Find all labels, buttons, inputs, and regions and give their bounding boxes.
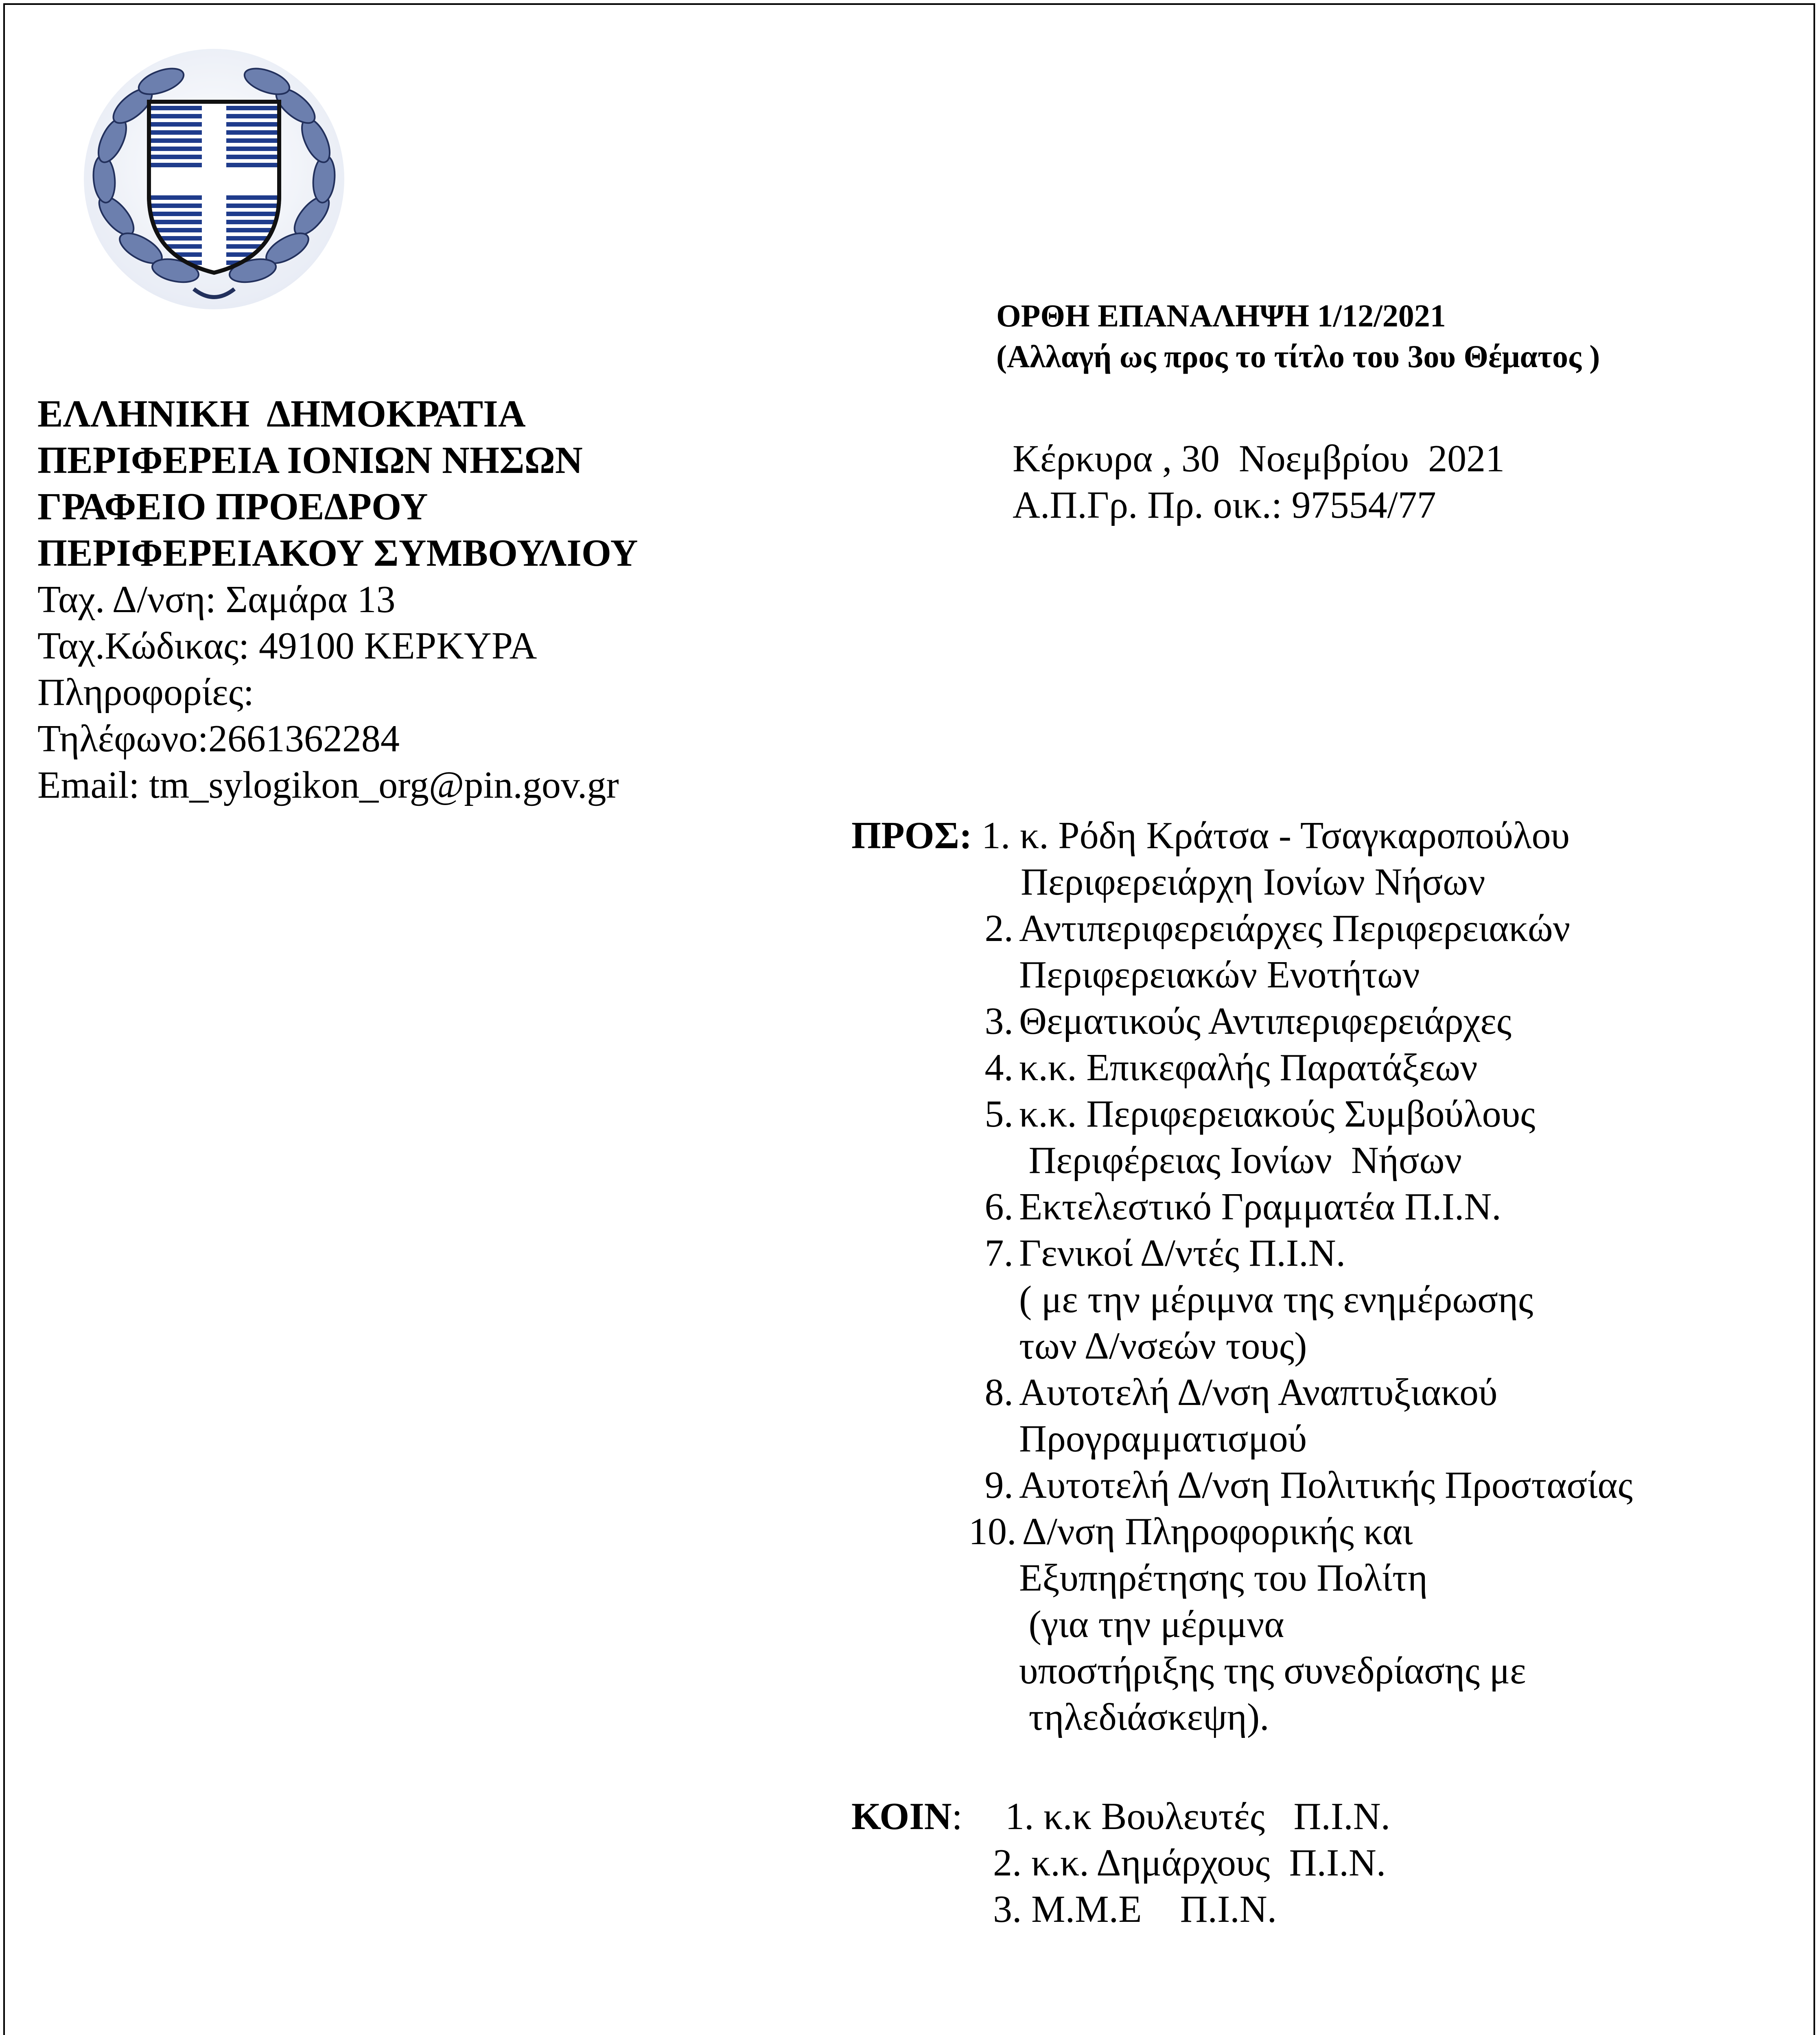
recipient-number <box>969 1323 1019 1369</box>
koin-third <box>993 1886 1277 1932</box>
recipient-number <box>969 1601 1019 1648</box>
recipient-number <box>969 1648 1019 1694</box>
recipient-row <box>969 1137 1633 1184</box>
sender-region: ΠΕΡΙΦΕΡΕΙΑ ΙΟΝΙΩΝ ΝΗΣΩΝ <box>37 439 583 481</box>
recipient-number <box>969 1555 1019 1601</box>
recipient-row <box>969 1648 1633 1694</box>
recipient-text: (για την μέριμνα <box>1019 1603 1284 1646</box>
recipient-number <box>969 1137 1019 1184</box>
sender-email: Email: tm_sylogikon_org@pin.gov.gr <box>37 764 619 806</box>
sender-office: ΓΡΑΦΕΙΟ ΠΡΟΕΔΡΟΥ <box>37 486 428 528</box>
recipient-text: υποστήριξης της συνεδρίασης με <box>1019 1650 1526 1692</box>
koin-first <box>1005 1793 1390 1840</box>
recipient-number: 4. <box>984 1046 1013 1089</box>
recipients-first <box>851 812 1570 905</box>
recipient-text: Αντιπεριφερειάρχες Περιφερειακών <box>1019 907 1571 950</box>
recipient-text: Περιφερειακών Ενοτήτων <box>1019 954 1420 996</box>
koin-text: κ.κ. Δημάρχους Π.Ι.Ν. <box>1031 1842 1386 1884</box>
recipient-row <box>969 905 1633 952</box>
koin-number: 3. <box>993 1888 1022 1930</box>
recipient-text: Αυτοτελή Δ/νση Πολιτικής Προστασίας <box>1019 1464 1633 1506</box>
recipient-number <box>969 1694 1019 1740</box>
sender-council: ΠΕΡΙΦΕΡΕΙΑΚΟΥ ΣΥΜΒΟΥΛΙΟΥ <box>37 532 638 574</box>
greek-coat-of-arms-icon <box>72 41 357 326</box>
recipient-row <box>969 1694 1633 1740</box>
recipient-text: Γενικοί Δ/ντές Π.Ι.Ν. <box>1019 1232 1346 1274</box>
recipient-text: των Δ/νσεών τους) <box>1019 1325 1307 1367</box>
recipient-text: τηλεδιάσκεψη). <box>1019 1696 1269 1738</box>
correction-note <box>996 295 1600 377</box>
recipient-text-cont: Περιφερειάρχη Ιονίων Νήσων <box>1021 861 1485 903</box>
correction-line-1: ΟΡΘΗ ΕΠΑΝΑΛΗΨΗ 1/12/2021 <box>996 298 1446 333</box>
koin-second <box>993 1840 1386 1886</box>
recipient-row <box>969 952 1633 998</box>
koin-number: 2. <box>993 1842 1022 1884</box>
sender-postal: Ταχ.Κώδικας: 49100 ΚΕΡΚΥΡΑ <box>37 625 537 667</box>
koin-colon: : <box>952 1795 962 1838</box>
date-block <box>1013 435 1505 528</box>
recipient-row <box>969 1184 1633 1230</box>
recipient-text: κ. Ρόδη Κράτσα - Τσαγκαροπούλου <box>1019 814 1570 857</box>
correction-line-2: (Αλλαγή ως προς το τίτλο του 3ου Θέματος ) <box>996 339 1600 374</box>
recipient-number: 9. <box>984 1464 1013 1506</box>
recipient-row <box>969 1276 1633 1323</box>
recipient-number <box>969 952 1019 998</box>
recipient-row <box>969 1369 1633 1416</box>
sender-block <box>37 391 638 808</box>
recipient-text: κ.κ. Επικεφαλής Παρατάξεων <box>1019 1046 1478 1089</box>
recipient-row <box>969 1044 1633 1091</box>
sender-info: Πληροφορίες: <box>37 671 254 713</box>
recipient-number: 2. <box>984 907 1013 950</box>
recipient-number: 5. <box>984 1093 1013 1135</box>
koin-label-line <box>851 1793 962 1840</box>
recipient-number <box>969 1276 1019 1323</box>
recipient-number: 1. <box>981 814 1011 857</box>
recipient-text: Θεματικούς Αντιπεριφερειάρχες <box>1019 1000 1512 1042</box>
sender-phone: Τηλέφωνο:2661362284 <box>37 718 400 760</box>
recipient-number: 6. <box>984 1186 1013 1228</box>
recipient-text: Περιφέρειας Ιονίων Νήσων <box>1019 1139 1462 1182</box>
recipient-text: Αυτοτελή Δ/νση Αναπτυξιακού <box>1019 1371 1498 1414</box>
recipient-row <box>969 1601 1633 1648</box>
koin-text: κ.κ Βουλευτές Π.Ι.Ν. <box>1043 1795 1391 1838</box>
koin-number: 1. <box>1005 1795 1034 1838</box>
recipient-row <box>969 1462 1633 1508</box>
koin-text: Μ.Μ.Ε Π.Ι.Ν. <box>1031 1888 1277 1930</box>
recipient-row <box>969 998 1633 1044</box>
recipient-number: 7. <box>984 1232 1013 1274</box>
recipient-row <box>969 1091 1633 1137</box>
recipient-row <box>969 1508 1633 1555</box>
recipients-label: ΠΡΟΣ: <box>851 814 972 857</box>
sender-address: Ταχ. Δ/νση: Σαμάρα 13 <box>37 578 396 621</box>
recipient-row <box>969 1230 1633 1276</box>
recipient-text: Δ/νση Πληροφορικής και <box>1022 1510 1413 1553</box>
recipient-row <box>969 1323 1633 1369</box>
koin-label: ΚΟΙΝ <box>851 1795 952 1838</box>
recipient-number: 8. <box>984 1371 1013 1414</box>
recipient-row <box>969 1416 1633 1462</box>
recipient-text: Προγραμματισμού <box>1019 1418 1307 1460</box>
recipient-number: 3. <box>984 1000 1013 1042</box>
recipient-number <box>969 1416 1019 1462</box>
recipient-number: 10. <box>969 1510 1017 1553</box>
place-date: Κέρκυρα , 30 Νοεμβρίου 2021 <box>1013 438 1505 480</box>
recipient-text: ( με την μέριμνα της ενημέρωσης <box>1019 1278 1533 1321</box>
recipients-list <box>969 905 1633 1740</box>
sender-country: ΕΛΛΗΝΙΚΗ ΔΗΜΟΚΡΑΤΙΑ <box>37 393 526 435</box>
recipient-row <box>969 1555 1633 1601</box>
recipient-text: κ.κ. Περιφερειακούς Συμβούλους <box>1019 1093 1536 1135</box>
recipient-text: Εξυπηρέτησης του Πολίτη <box>1019 1557 1428 1599</box>
protocol-number: Α.Π.Γρ. Πρ. οικ.: 97554/77 <box>1013 484 1436 526</box>
recipient-text: Εκτελεστικό Γραμματέα Π.Ι.Ν. <box>1019 1186 1501 1228</box>
